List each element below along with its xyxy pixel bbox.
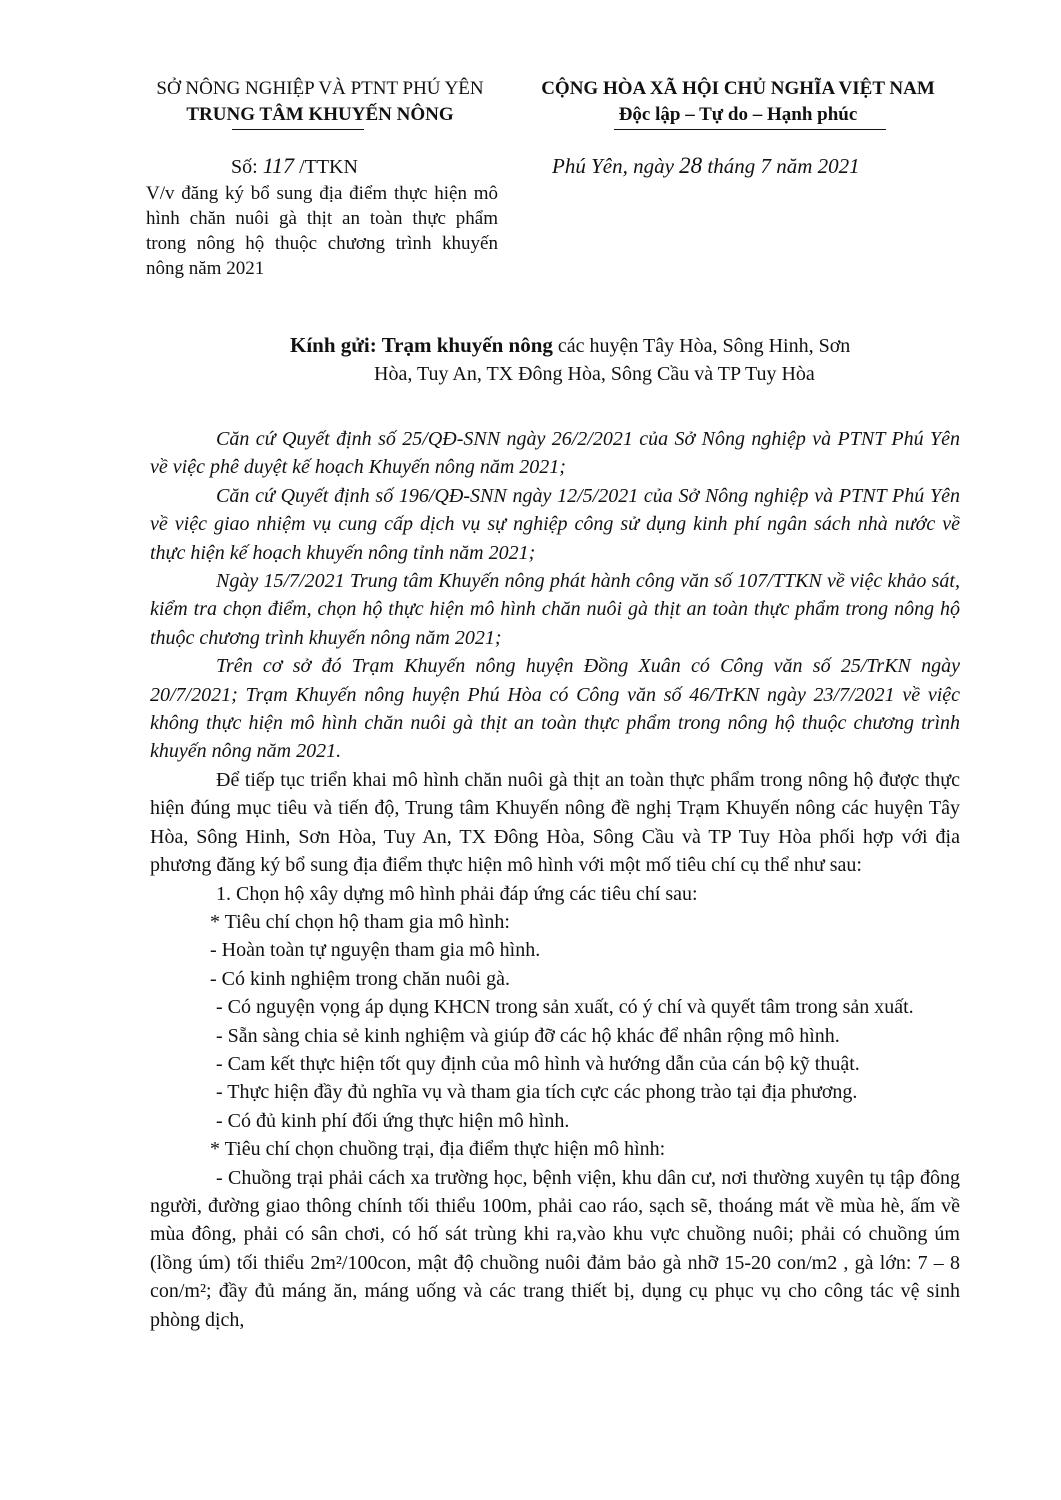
document-subject: V/v đăng ký bổ sung địa điểm thực hiện mô hình chăn nuôi gà thịt an toàn thực phẩm trong nông hộ thuộc chương trình khuyến nông năm 2021 bbox=[146, 183, 498, 279]
document-body bbox=[150, 425, 960, 1334]
date-day: 28 bbox=[679, 153, 703, 178]
basis-paragraph: Trên cơ sở đó Trạm Khuyến nông huyện Đồng Xuân có Công văn số 25/TrKN ngày 20/7/2021; Trạm Khuyến nông huyện Phú Hòa có Công văn số 46/TrKN ngày 23/7/2021 về việc không thực hiện mô hình chăn nuôi gà thịt an toàn thực phẩm trong nông hộ thuộc chương trình khuyến nông năm 2021. bbox=[150, 655, 960, 763]
basis-paragraph: Căn cứ Quyết định số 196/QĐ-SNN ngày 12/5/2021 của Sở Nông nghiệp và PTNT Phú Yên về việc giao nhiệm vụ cung cấp dịch vụ sự nghiệp công sử dụng kinh phí ngân sách nhà nước về thực hiện kế hoạch khuyến nông tỉnh năm 2021; bbox=[150, 484, 960, 564]
criteria-item: - Chuồng trại phải cách xa trường học, bệnh viện, khu dân cư, nơi thường xuyên tụ tập đông người, đường giao thông chính tối thiểu 100m, phải cao ráo, sạch sẽ, thoáng mát về mùa hè, ấm về mùa đông, phải có sân chơi, có hố sát trùng khi ra,vào khu vực chuồng nuôi; phải có chuồng úm (lồng úm) tối thiểu 2m²/100con, mật độ chuồng nuôi đảm bảo gà nhỡ 15-20 con/m2 , gà lớn: 7 – 8 con/m²; đầy đủ máng ăn, máng uống và các trang thiết bị, dụng cụ phục vụ cho công tác vệ sinh phòng dịch, bbox=[150, 1166, 960, 1331]
criteria-heading: * Tiêu chí chọn chuồng trại, địa điểm thực hiện mô hình: bbox=[210, 1138, 666, 1161]
national-title-block bbox=[508, 76, 968, 128]
issuer-block bbox=[130, 76, 510, 128]
criteria-item: - Thực hiện đầy đủ nghĩa vụ và tham gia tích cực các phong trào tại địa phương. bbox=[216, 1081, 858, 1104]
basis-paragraph: Căn cứ Quyết định số 25/QĐ-SNN ngày 26/2/2021 của Sở Nông nghiệp và PTNT Phú Yên về việc phê duyệt kế hoạch Khuyến nông năm 2021; bbox=[150, 428, 960, 479]
criteria-item: - Có kinh nghiệm trong chăn nuôi gà. bbox=[210, 967, 510, 990]
document-number bbox=[231, 152, 358, 181]
issuing-agency: TRUNG TÂM KHUYẾN NÔNG bbox=[186, 104, 454, 125]
parent-agency: SỞ NÔNG NGHIỆP VÀ PTNT PHÚ YÊN bbox=[156, 78, 484, 99]
document-number-value: 117 bbox=[262, 153, 295, 178]
motto-underline bbox=[614, 129, 886, 130]
recipient-districts-1: các huyện Tây Hòa, Sông Hinh, Sơn bbox=[557, 335, 851, 357]
intro-paragraph: Để tiếp tục triển khai mô hình chăn nuôi gà thịt an toàn thực phẩm trong nông hộ được thực hiện đúng mục tiêu và tiến độ, Trung tâm Khuyến nông đề nghị Trạm Khuyến nông các huyện Tây Hòa, Sông Hinh, Sơn Hòa, Tuy An, TX Đông Hòa, Sông Cầu và TP Tuy Hòa phối hợp với địa phương đăng ký bổ sung địa điểm thực hiện mô hình với một mố tiêu chí cụ thể như sau: bbox=[150, 768, 960, 877]
criteria-item: - Cam kết thực hiện tốt quy định của mô hình và hướng dẫn của cán bộ kỹ thuật. bbox=[216, 1052, 860, 1075]
national-motto: Độc lập – Tự do – Hạnh phúc bbox=[618, 104, 858, 125]
criteria-item: - Có nguyện vọng áp dụng KHCN trong sản xuất, có ý chí và quyết tâm trong sản xuất. bbox=[216, 996, 914, 1019]
date-line bbox=[552, 152, 860, 180]
date-prefix: Phú Yên, ngày bbox=[552, 154, 674, 178]
recipient-label: Kính gửi: bbox=[290, 333, 377, 357]
criteria-heading: * Tiêu chí chọn hộ tham gia mô hình: bbox=[210, 910, 510, 933]
criteria-item: - Hoàn toàn tự nguyện tham gia mô hình. bbox=[210, 939, 541, 962]
date-suffix: tháng 7 năm 2021 bbox=[707, 154, 860, 178]
document-number-suffix: /TTKN bbox=[299, 156, 358, 178]
basis-paragraph: Ngày 15/7/2021 Trung tâm Khuyến nông phát hành công văn số 107/TTKN về việc khảo sát, kiểm tra chọn điểm, chọn hộ thực hiện mô hình chăn nuôi gà thịt an toàn thực phẩm trong nông hộ thuộc chương trình khuyến nông năm 2021; bbox=[150, 570, 960, 649]
recipient-districts-2: Hòa, Tuy An, TX Đông Hòa, Sông Cầu và TP Tuy Hòa bbox=[374, 363, 815, 385]
recipient-line-1 bbox=[290, 331, 950, 360]
recipient-block bbox=[290, 331, 950, 388]
national-title: CỘNG HÒA XÃ HỘI CHỦ NGHĨA VIỆT NAM bbox=[541, 78, 935, 99]
recipient-name: Trạm khuyến nông bbox=[381, 333, 553, 357]
section-heading: 1. Chọn hộ xây dựng mô hình phải đáp ứng các tiêu chí sau: bbox=[216, 882, 698, 905]
document-number-label: Số: bbox=[231, 156, 258, 178]
criteria-item: - Có đủ kinh phí đối ứng thực hiện mô hình. bbox=[216, 1109, 570, 1132]
issuer-underline bbox=[232, 129, 364, 130]
criteria-item: - Sẵn sàng chia sẻ kinh nghiệm và giúp đỡ các hộ khác để nhân rộng mô hình. bbox=[216, 1024, 840, 1047]
